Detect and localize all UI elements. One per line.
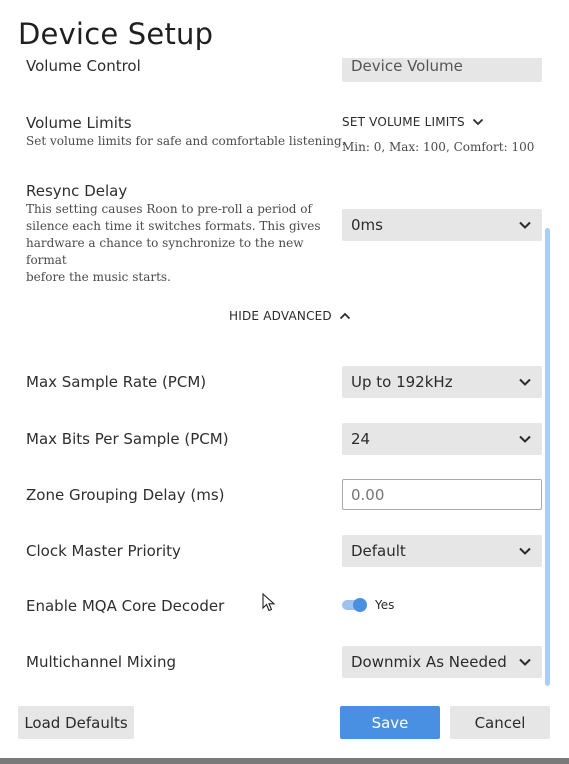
load-defaults-button[interactable] (18, 706, 134, 739)
resync-desc-line: silence each time it switches formats. This gives (26, 219, 321, 233)
resync-desc-line: This setting causes Roon to pre-roll a period of (26, 202, 312, 216)
multichannel-mixing-select[interactable] (342, 646, 542, 678)
set-volume-limits-button[interactable] (342, 115, 484, 129)
resync-delay-description (26, 201, 336, 286)
hide-advanced-label: HIDE ADVANCED (229, 309, 332, 323)
max-bits-select[interactable] (342, 423, 542, 455)
mqa-decoder-toggle-text: Yes (375, 598, 395, 612)
mqa-decoder-label: Enable MQA Core Decoder (26, 597, 225, 615)
save-button[interactable] (340, 706, 440, 739)
scrollbar[interactable] (545, 228, 550, 686)
volume-control-label: Volume Control (26, 58, 141, 75)
resync-delay-value: 0ms (351, 216, 383, 234)
load-defaults-label: Load Defaults (24, 714, 128, 732)
clock-master-select[interactable] (342, 535, 542, 567)
hide-advanced-button[interactable] (229, 309, 351, 323)
volume-control-value: Device Volume (351, 58, 463, 75)
zone-grouping-delay-label: Zone Grouping Delay (ms) (26, 486, 225, 504)
chevron-down-icon (518, 432, 532, 446)
page-title: Device Setup (18, 17, 214, 51)
cancel-button[interactable] (450, 706, 550, 739)
chevron-down-icon (518, 544, 532, 558)
chevron-down-icon (518, 218, 532, 232)
resync-delay-label: Resync Delay (26, 182, 128, 200)
mouse-cursor-icon (262, 593, 276, 613)
clock-master-label: Clock Master Priority (26, 542, 181, 560)
resync-desc-line: before the music starts. (26, 270, 171, 284)
max-sample-rate-value: Up to 192kHz (351, 373, 453, 391)
toggle-knob (353, 598, 367, 612)
set-volume-limits-label: SET VOLUME LIMITS (342, 115, 465, 129)
window-bottom-edge (0, 758, 569, 764)
volume-limits-summary: Min: 0, Max: 100, Comfort: 100 (342, 140, 535, 154)
max-bits-label: Max Bits Per Sample (PCM) (26, 430, 229, 448)
volume-limits-description: Set volume limits for safe and comfortable listening. (26, 134, 346, 148)
multichannel-mixing-value: Downmix As Needed (351, 653, 507, 671)
clock-master-value: Default (351, 542, 406, 560)
volume-control-row (0, 58, 569, 82)
max-sample-rate-label: Max Sample Rate (PCM) (26, 373, 207, 391)
mqa-decoder-toggle[interactable] (342, 598, 368, 612)
zone-grouping-delay-input[interactable] (342, 479, 542, 510)
save-label: Save (371, 714, 409, 732)
resync-delay-select[interactable] (342, 209, 542, 241)
chevron-down-icon (518, 655, 532, 669)
max-bits-value: 24 (351, 430, 371, 448)
chevron-down-icon (472, 117, 484, 127)
multichannel-mixing-label: Multichannel Mixing (26, 653, 176, 671)
chevron-up-icon (339, 311, 351, 321)
volume-limits-label: Volume Limits (26, 114, 132, 132)
volume-control-select[interactable] (342, 58, 542, 82)
chevron-down-icon (518, 375, 532, 389)
resync-desc-line: hardware a chance to synchronize to the new format (26, 236, 304, 267)
max-sample-rate-select[interactable] (342, 366, 542, 398)
cancel-label: Cancel (474, 714, 526, 732)
